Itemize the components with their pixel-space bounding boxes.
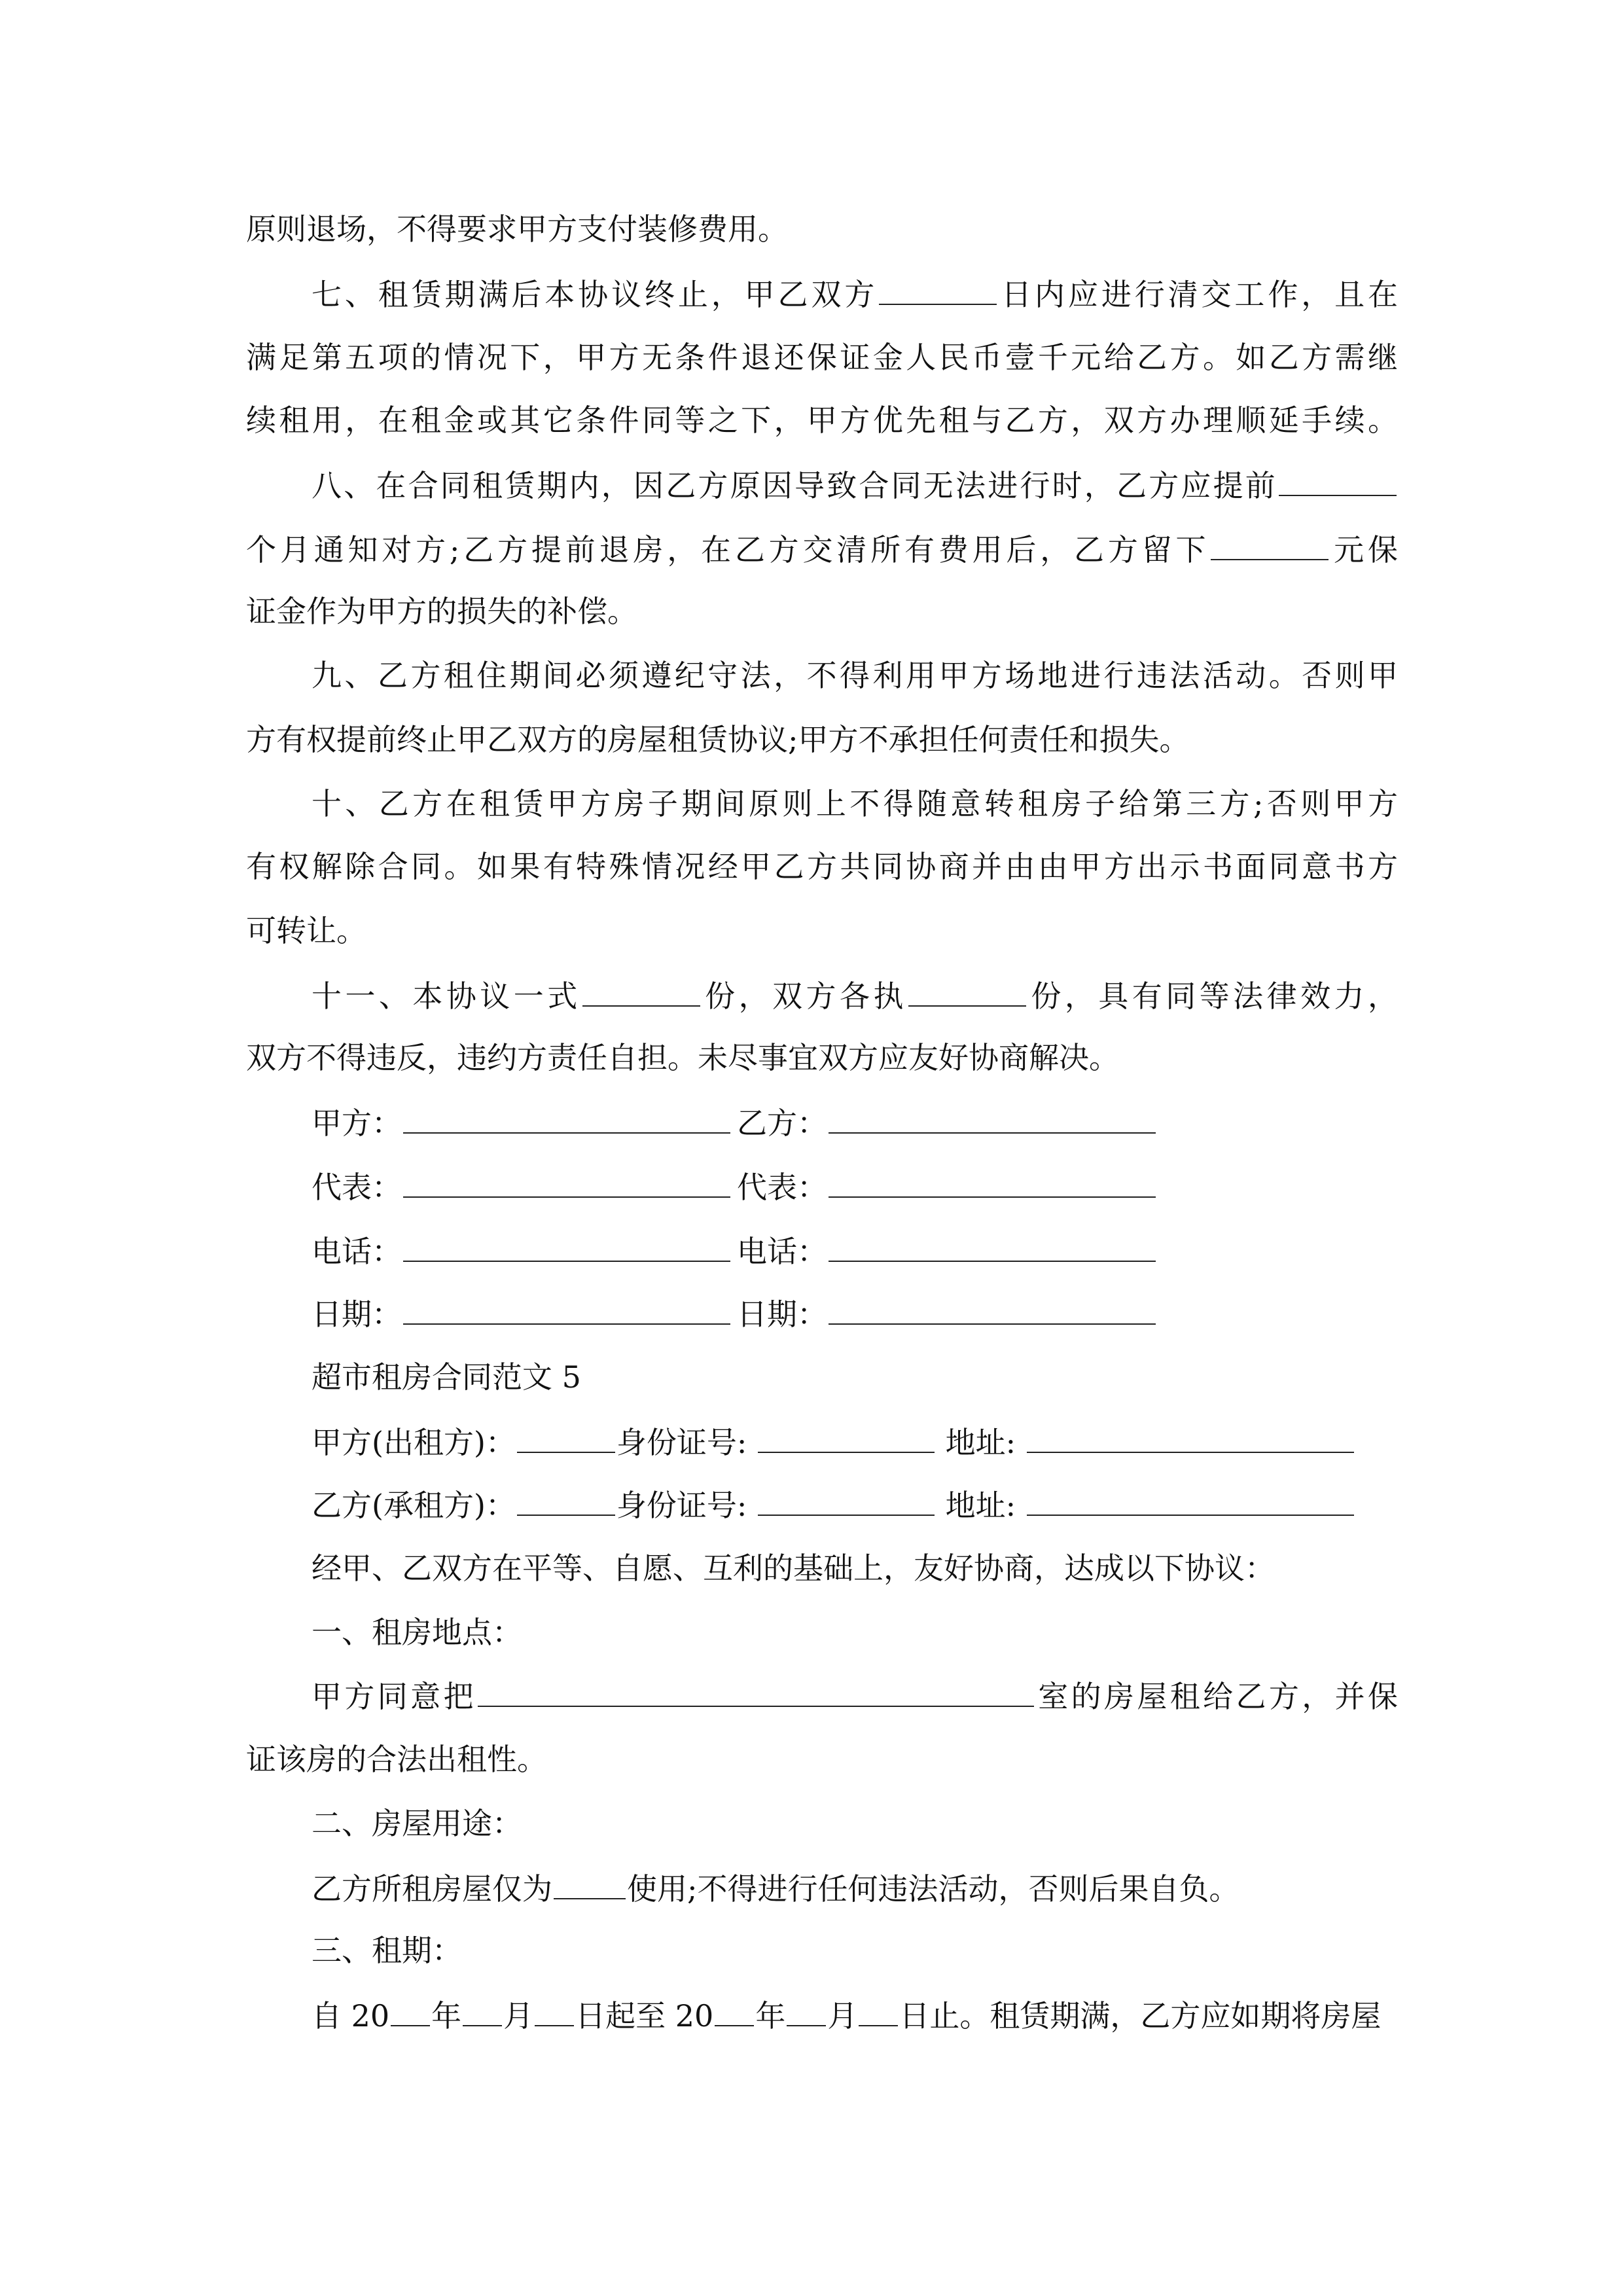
section-3-heading: 三、租期： [312,1933,462,1968]
party-a-date-blank [403,1293,730,1325]
lessor-row: 甲方(出租方)： 身份证号: 地址: [312,1422,1398,1461]
each-copies-blank [908,975,1026,1007]
lessor-name-blank [517,1422,615,1453]
party-a-rep-blank [403,1166,730,1198]
article-8-line-2: 个月通知对方;乙方提前退房，在乙方交清所有费用后，乙方留下 元保 [246,529,1398,568]
signature-row-party: 甲方： 乙方： [312,1102,1398,1141]
signature-row-phone: 电话： 电话： [312,1230,1398,1270]
deposit-blank [1211,529,1329,560]
article-9-line-1: 九、乙方租住期间必须遵纪守法，不得利用甲方场地进行违法活动。否则甲 [312,658,1398,693]
lessee-address-blank [1027,1484,1354,1516]
lessor-id-blank [758,1422,935,1453]
paragraph-continuation: 原则退场，不得要求甲方支付装修费用。 [246,211,788,247]
party-b-phone-blank [829,1230,1156,1262]
article-8-line-3: 证金作为甲方的损失的补偿。 [246,594,637,629]
section-1-line-1: 甲方同意把 室的房屋租给乙方，并保 [312,1676,1398,1715]
section-2-line-1: 乙方所租房屋仅为 使用;不得进行任何违法活动，否则后果自负。 [312,1868,1398,1907]
party-b-date-blank [829,1293,1156,1325]
contract-5-title: 超市租房合同范文 5 [312,1359,581,1395]
lessee-id-blank [758,1484,935,1516]
signature-row-representative: 代表： 代表： [312,1166,1398,1206]
article-10-line-2: 有权解除合同。如果有特殊情况经甲乙方共同协商并由由甲方出示书面同意书方 [246,849,1398,884]
article-7-line-2: 满足第五项的情况下，甲方无条件退还保证金人民币壹千元给乙方。如乙方需继 [246,340,1398,375]
party-b-signature-blank [829,1102,1156,1134]
article-7-line-1: 七、租赁期满后本协议终止，甲乙双方 日内应进行清交工作，且在 [312,274,1398,313]
section-1-line-2: 证该房的合法出租性。 [246,1742,547,1777]
party-a-signature-blank [403,1102,730,1134]
signature-row-date: 日期： 日期： [312,1293,1398,1333]
agreement-intro: 经甲、乙双方在平等、自愿、互利的基础上，友好协商，达成以下协议： [312,1551,1275,1586]
article-11-line-1: 十一、本协议一式 份，双方各执 份，具有同等法律效力， [312,975,1398,1014]
party-b-rep-blank [829,1166,1156,1198]
article-10-line-3: 可转让。 [246,913,366,948]
article-11-line-2: 双方不得违反，违约方责任自担。未尽事宜双方应友好协商解决。 [246,1040,1119,1075]
section-2-heading: 二、房屋用途： [312,1806,522,1841]
article-8-line-1: 八、在合同租赁期内，因乙方原因导致合同无法进行时，乙方应提前 [312,465,1398,504]
days-blank [879,274,997,305]
copies-blank [582,975,700,1007]
usage-blank [554,1868,626,1899]
lessee-row: 乙方(承租方)： 身份证号: 地址: [312,1484,1398,1524]
article-9-line-2: 方有权提前终止甲乙双方的房屋租赁协议;甲方不承担任何责任和损失。 [246,722,1190,757]
room-address-blank [478,1676,1034,1707]
party-a-phone-blank [403,1230,730,1262]
article-7-line-3: 续租用，在租金或其它条件同等之下，甲方优先租与乙方，双方办理顺延手续。 [246,403,1398,438]
lessor-address-blank [1027,1422,1354,1453]
article-10-line-1: 十、乙方在租赁甲方房子期间原则上不得随意转租房子给第三方;否则甲方 [312,786,1398,821]
section-1-heading: 一、租房地点： [312,1615,522,1650]
months-blank [1279,465,1397,496]
section-3-line-1: 自 20 年 月 日起至 20 年 月 日止。租赁期满，乙方应如期将房屋 [312,1995,1398,2034]
lessee-name-blank [517,1484,615,1516]
